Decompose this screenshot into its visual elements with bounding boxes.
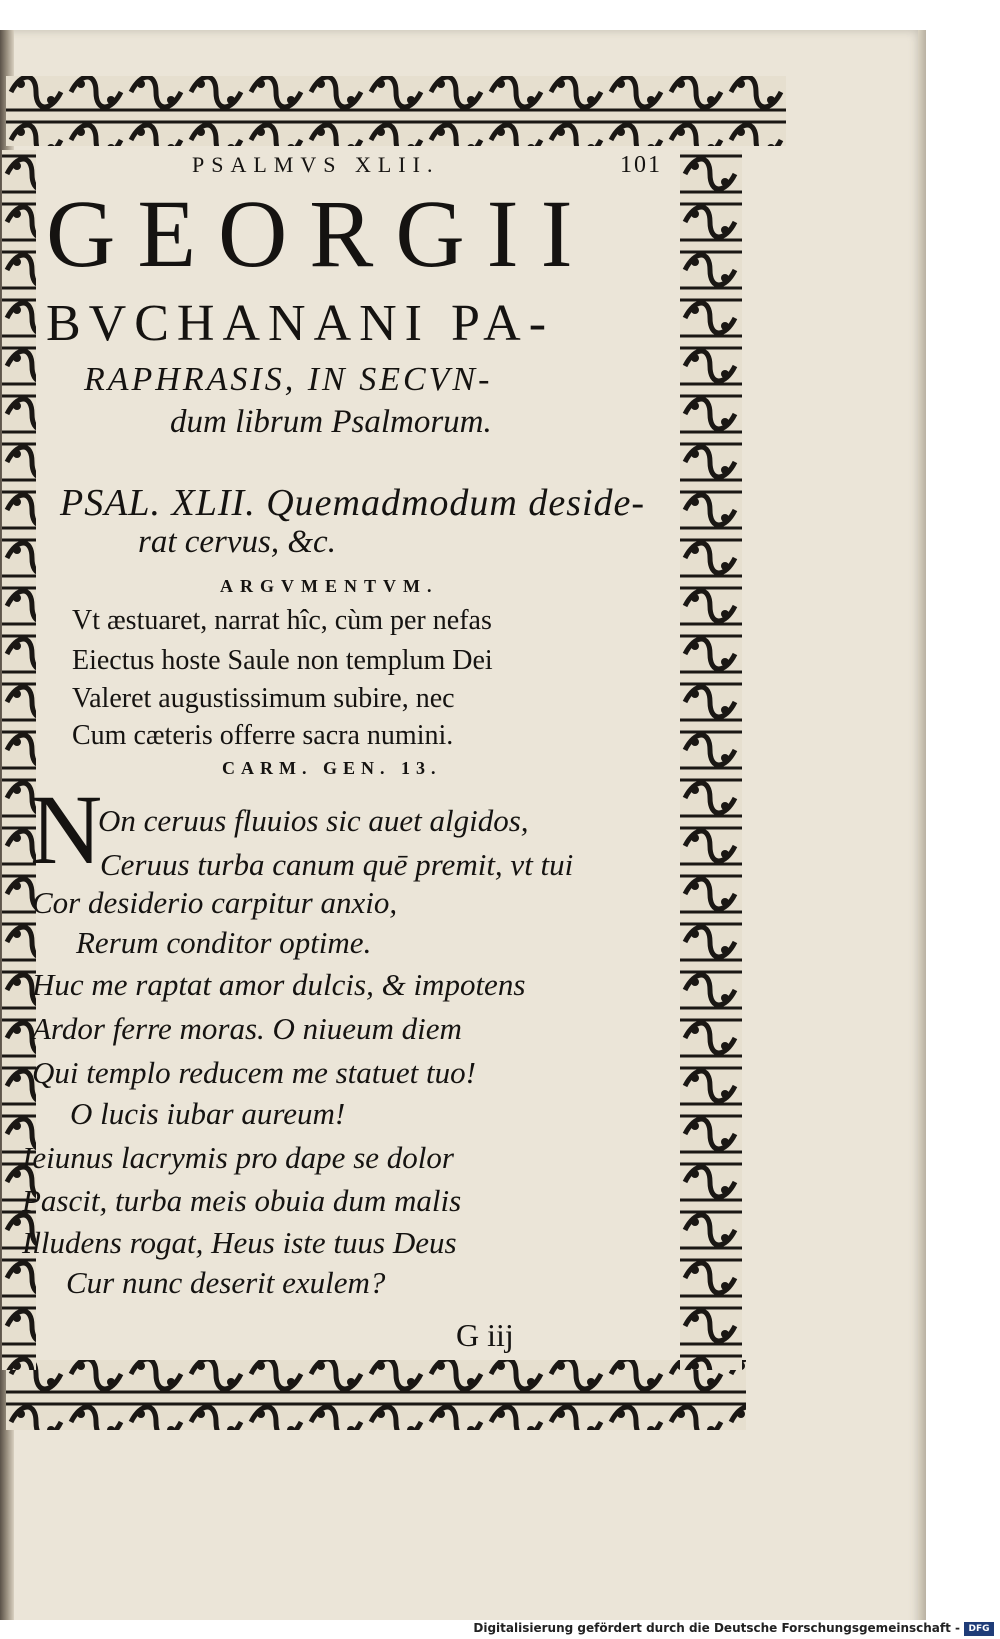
psalm-heading-line-1: PSAL. XLII. Quemadmodum deside-	[60, 482, 646, 524]
ornamental-border-bottom	[6, 1350, 746, 1450]
poem-line: O lucis iubar aureum!	[70, 1096, 346, 1131]
poem-line: Rerum conditor optime.	[76, 925, 372, 960]
ornamental-border-right	[680, 150, 748, 1370]
ornamental-border-top	[6, 68, 786, 164]
page-fore-edge	[918, 30, 926, 1639]
psalm-heading-line-2: rat cervus, &c.	[138, 524, 336, 560]
signature-mark: G iij	[456, 1317, 514, 1353]
title-line-2: BVCHANANI PA-	[46, 295, 555, 352]
argument-line: Vt æstuaret, narrat hîc, cùm per nefas	[72, 605, 492, 636]
argument-line: Cum cæteris offerre sacra numini.	[72, 720, 454, 751]
running-head: PSALMVS XLII.	[192, 152, 440, 177]
meter-line: CARM. GEN. 13.	[222, 758, 442, 778]
poem-line: Cor desiderio carpitur anxio,	[32, 885, 398, 920]
title-line-1: GEORGII	[46, 180, 595, 287]
poem-line: Ardor ferre moras. O niueum diem	[32, 1011, 462, 1046]
argument-line: Eiectus hoste Saule non templum Dei	[72, 645, 493, 676]
argument-heading: ARGVMENTVM.	[220, 576, 439, 596]
poem-line: Qui templo reducem me statuet tuo!	[32, 1055, 476, 1090]
dfg-logo: DFG	[964, 1622, 994, 1636]
poem-line: Pascit, turba meis obuia dum malis	[22, 1183, 462, 1218]
poem-line: On ceruus fluuios sic auet algidos,	[98, 803, 529, 838]
poem-line: Huc me raptat amor dulcis, & impotens	[32, 967, 526, 1002]
poem-line: Ieiunus lacrymis pro dape se dolor	[22, 1140, 454, 1175]
poem-line: Ceruus turba canum quē premit, vt tui	[100, 847, 574, 882]
digitization-note: Digitalisierung gefördert durch die Deutsche Forschungsgemeinschaft -	[473, 1621, 960, 1635]
drop-cap: N	[30, 774, 103, 885]
title-line-4: dum librum Psalmorum.	[170, 404, 492, 440]
argument-line: Valeret augustissimum subire, nec	[72, 683, 455, 714]
title-line-3: RAPHRASIS, IN SECVN-	[84, 361, 493, 398]
page-number: 101	[620, 152, 662, 178]
poem-line: Cur nunc deserit exulem?	[66, 1265, 386, 1300]
poem-line: Illudens rogat, Heus iste tuus Deus	[22, 1225, 457, 1260]
